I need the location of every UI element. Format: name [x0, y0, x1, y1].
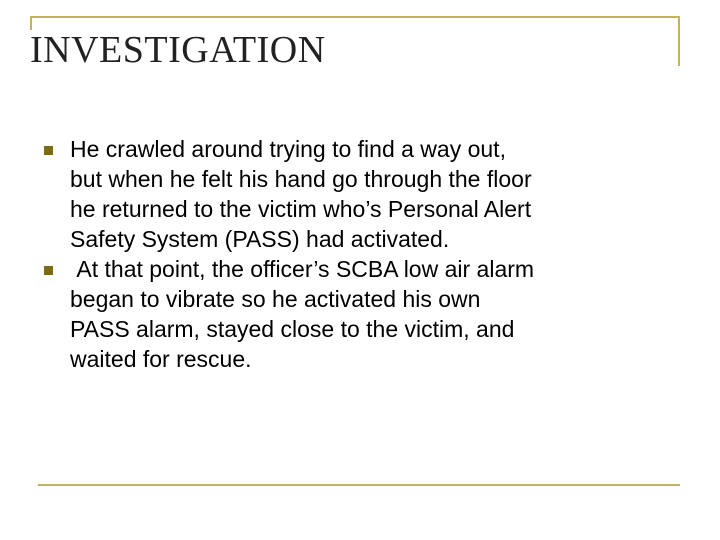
- bullet-list: [42, 134, 682, 374]
- bullet-text: At that point, the officer’s SCBA low air alarm began to vibrate so he activated his own PASS alarm, stayed close to the victim, and waited for rescue.: [70, 256, 535, 372]
- right-corner-rule: [678, 16, 680, 66]
- top-rule: [30, 16, 680, 18]
- bullet-text: He crawled around trying to find a way out, but when he felt his hand go through the floor he returned to the victim who’s Personal Alert Safety System (PASS) had activated.: [70, 136, 532, 252]
- square-bullet-icon: [44, 266, 53, 275]
- square-bullet-icon: [44, 146, 53, 155]
- bullet-item: [42, 134, 682, 254]
- slide-title: INVESTIGATION: [30, 30, 330, 70]
- bottom-rule: [38, 484, 680, 486]
- bullet-item: [42, 254, 682, 374]
